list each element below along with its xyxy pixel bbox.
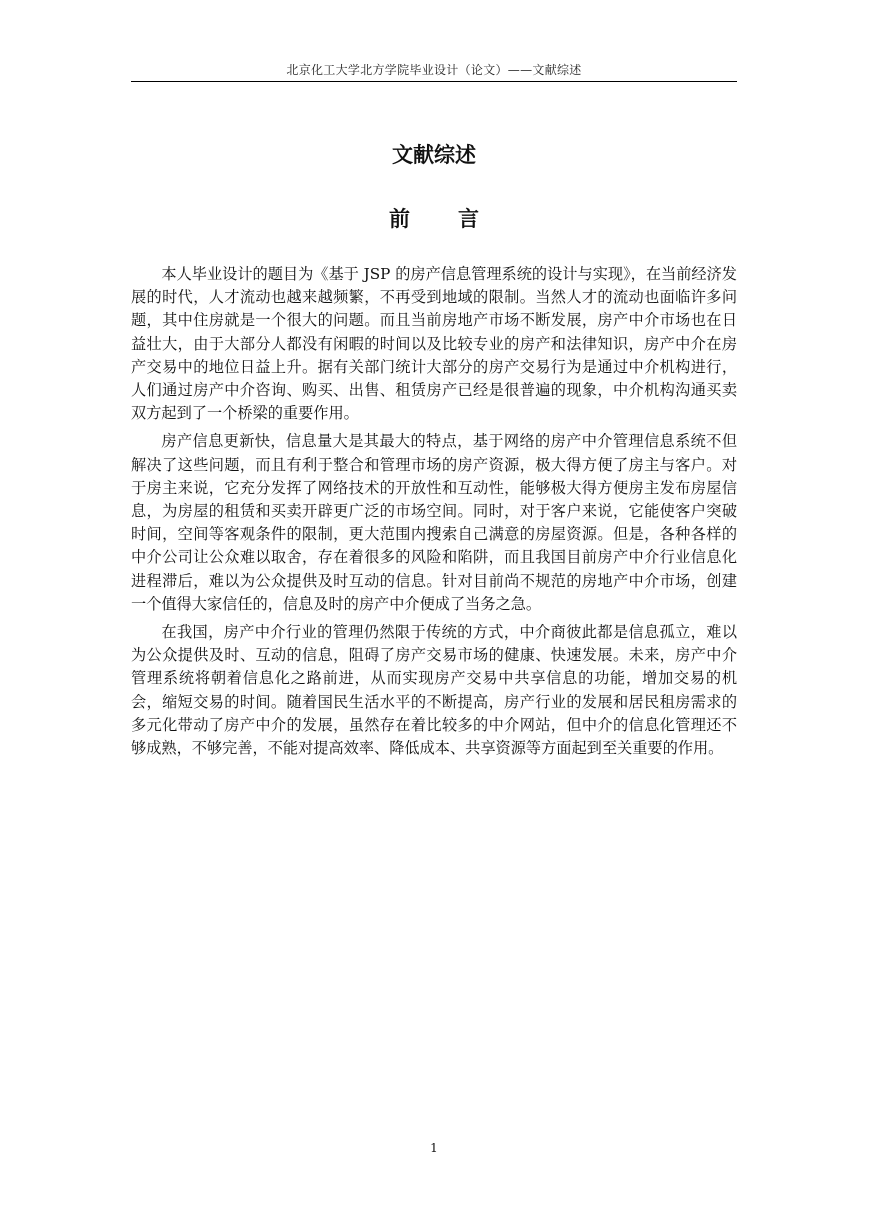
body-text: [131, 263, 737, 765]
paragraph-1: 本人毕业设计的题目为《基于 JSP 的房产信息管理系统的设计与实现》，在当前经济发展的时代，人才流动也越来越频繁，不再受到地域的限制。当然人才的流动也面临许多问题，其中住房就是一个很大的问题。而且当前房地产市场不断发展，房产中介市场也在日益壮大，由于大部分人都没有闲暇的时间以及比较专业的房产和法律知识，房产中介在房产交易中的地位日益上升。据有关部门统计大部分的房产交易行为是通过中介机构进行，人们通过房产中介咨询、购买、出售、租赁房产已经是很普遍的现象，中介机构沟通买卖双方起到了一个桥梁的重要作用。: [131, 265, 737, 423]
paragraph-3: 在我国，房产中介行业的管理仍然限于传统的方式，中介商彼此都是信息孤立，难以为公众提供及时、互动的信息，阻碍了房产交易市场的健康、快速发展。未来，房产中介管理系统将朝着信息化之路前进，从而实现房产交易中共享信息的功能，增加交易的机会，缩短交易的时间。随着国民生活水平的不断提高，房产行业的发展和居民租房需求的多元化带动了房产中介的发展，虽然存在着比较多的中介网站，但中介的信息化管理还不够成熟，不够完善，不能对提高效率、降低成本、共享资源等方面起到至关重要的作用。: [131, 623, 737, 758]
section-title: 前言: [389, 206, 527, 231]
document-title: 文献综述: [392, 142, 476, 167]
paragraph-2: 房产信息更新快，信息量大是其最大的特点，基于网络的房产中介管理信息系统不但解决了这些问题，而且有利于整合和管理市场的房产资源，极大得方便了房主与客户。对于房主来说，它充分发挥了网络技术的开放性和互动性，能够极大得方便房主发布房屋信息，为房屋的租赁和买卖开辟更广泛的市场空间。同时，对于客户来说，它能使客户突破时间，空间等客观条件的限制，更大范围内搜索自己满意的房屋资源。但是，各种各样的中介公司让公众难以取舍，存在着很多的风险和陷阱，而且我国目前房产中介行业信息化进程滞后，难以为公众提供及时互动的信息。针对目前尚不规范的房地产中介市场，创建一个值得大家信任的，信息及时的房产中介便成了当务之急。: [131, 432, 737, 613]
running-header: 北京化工大学北方学院毕业设计（论文）——文献综述: [286, 63, 582, 77]
page-number: 1: [430, 1141, 438, 1155]
header-rule: [131, 81, 737, 82]
